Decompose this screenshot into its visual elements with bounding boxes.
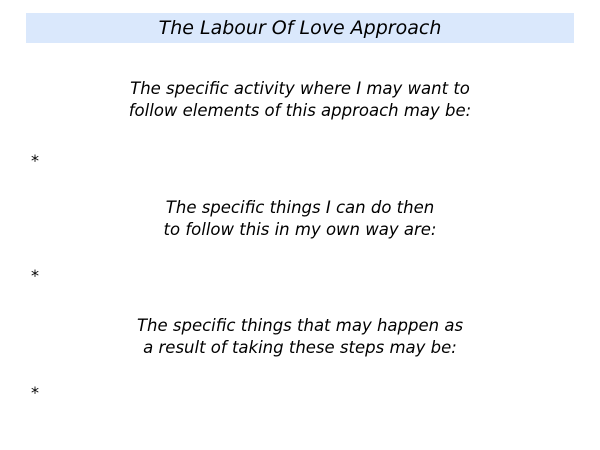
section-3-prompt-line-1: The specific things that may happen as [136, 316, 464, 335]
page-title: The Labour Of Love Approach [158, 16, 442, 39]
section-1-prompt-line-1: The specific activity where I may want to [130, 79, 470, 98]
section-2-bullet: * [31, 266, 39, 285]
title-bar [26, 13, 574, 43]
section-3-bullet: * [31, 383, 39, 402]
section-3-prompt [0, 315, 600, 359]
section-2-prompt-line-2: to follow this in my own way are: [163, 220, 437, 239]
section-3-prompt-line-2: a result of taking these steps may be: [143, 338, 457, 357]
section-1-prompt-line-2: follow elements of this approach may be: [128, 101, 472, 120]
section-2-prompt [0, 197, 600, 241]
section-1-prompt [0, 78, 600, 122]
section-1-bullet: * [31, 151, 39, 170]
section-2-prompt-line-1: The specific things I can do then [165, 198, 435, 217]
